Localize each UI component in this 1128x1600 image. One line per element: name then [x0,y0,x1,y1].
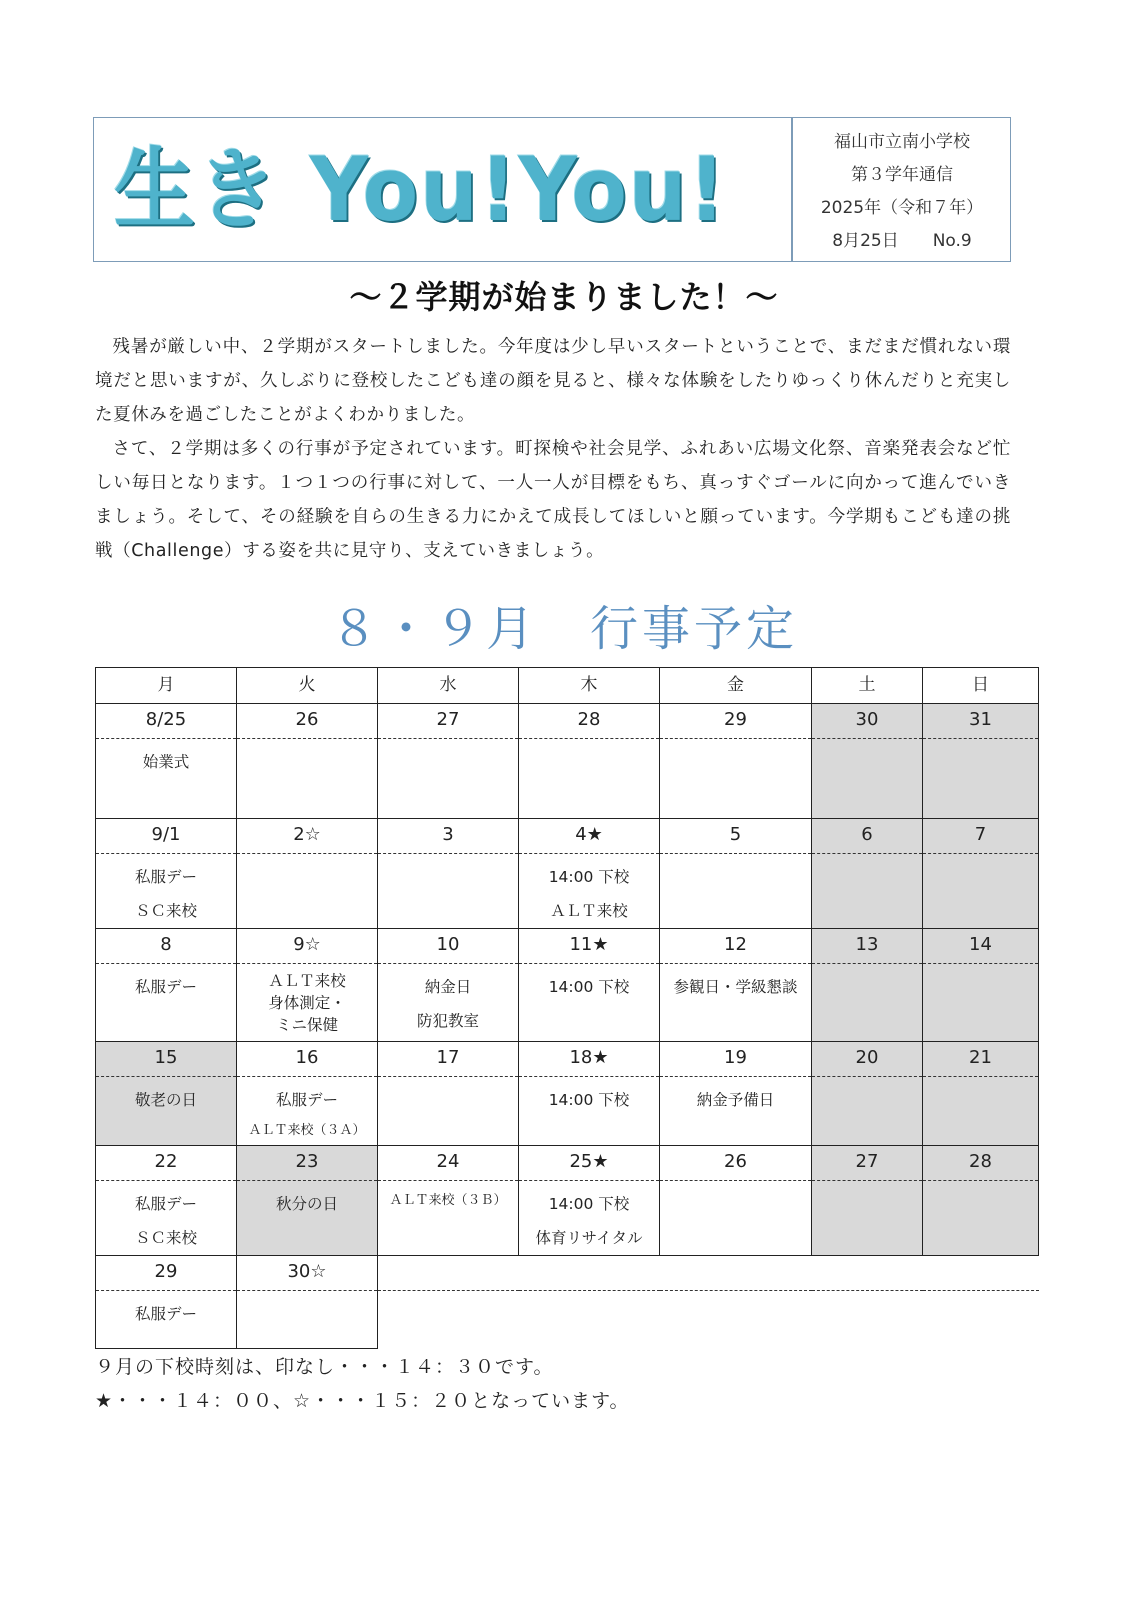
event-item: ミニ保健 [275,1016,338,1034]
day-number: 28 [519,704,660,739]
issue-year: 2025年（令和７年） [820,198,984,218]
weekday-header: 水 [378,668,519,704]
day-events [96,1181,237,1256]
calendar-title: ８・９月 行事予定 [329,601,798,657]
day-events [237,1077,378,1146]
weekday-row [96,668,1039,704]
event-item: 参観日・学級懇談 [673,978,798,996]
empty-cell [519,1256,660,1291]
day-events [237,739,378,819]
day-events [923,1181,1039,1256]
event-calendar [95,667,1039,1349]
day-events [237,964,378,1042]
event-item: 私服デー [134,978,197,996]
newsletter-info [794,126,1010,258]
empty-cell [378,1291,519,1349]
day-number: 9/1 [96,819,237,854]
day-events [519,964,660,1042]
day-events [660,854,812,929]
day-events [378,1077,519,1146]
day-number: 8/25 [96,704,237,739]
dismissal-note: ９月の下校時刻は、印なし・・・１４：３０です。 [95,1356,554,1378]
article-body [95,330,1011,568]
day-number: 27 [812,1146,923,1181]
day-events [378,739,519,819]
day-number: 20 [812,1042,923,1077]
event-item: 14:00 下校 [548,1091,630,1109]
day-number: 9☆ [237,929,378,964]
event-item: 14:00 下校 [548,978,630,996]
day-number: 29 [660,704,812,739]
day-events [96,1077,237,1146]
day-number: 7 [923,819,1039,854]
weekday-header: 金 [660,668,812,704]
day-number: 5 [660,819,812,854]
weekday-header: 木 [519,668,660,704]
date-row [96,1042,1039,1077]
day-events [519,1181,660,1256]
day-events [923,964,1039,1042]
date-row [96,819,1039,854]
day-events [378,1181,519,1256]
date-row [96,929,1039,964]
paragraph: さて、２学期は多くの行事が予定されています。町探検や社会見学、ふれあい広場文化祭、音楽発表会など忙しい毎日となります。１つ１つの行事に対して、一人一人が目標をもち、真っすぐゴールに向かって進んでいきましょう。そして、その経験を自らの生きる力にかえて成長してほしいと願っています。今学期もこども達の挑戦（Challenge）する姿を共に見守り、支えていきましょう。 [95,439,1011,561]
events-row [96,854,1039,929]
day-number: 10 [378,929,519,964]
day-number: 11★ [519,929,660,964]
day-events [237,854,378,929]
day-number: 30☆ [237,1256,378,1291]
empty-cell [923,1256,1039,1291]
event-item: 敬老の日 [134,1091,197,1109]
empty-cell [519,1291,660,1349]
day-number: 14 [923,929,1039,964]
event-item: 私服デー [134,868,197,886]
event-item: 納金予備日 [696,1091,775,1109]
date-row [96,1146,1039,1181]
day-number: 19 [660,1042,812,1077]
event-item: ＳＣ来校 [134,902,197,920]
events-row [96,1291,1039,1349]
day-events [660,739,812,819]
day-events [923,739,1039,819]
day-number: 31 [923,704,1039,739]
day-number: 13 [812,929,923,964]
events-row [96,1077,1039,1146]
day-events [237,1291,378,1349]
events-row [96,739,1039,819]
day-events [812,964,923,1042]
day-number: 6 [812,819,923,854]
article-subtitle: ～２学期が始まりました！～ [349,278,779,316]
day-number: 22 [96,1146,237,1181]
day-events [923,1077,1039,1146]
empty-cell [812,1256,923,1291]
day-number: 18★ [519,1042,660,1077]
day-number: 4★ [519,819,660,854]
event-item: 納金日 [424,978,472,996]
day-number: 3 [378,819,519,854]
day-number: 30 [812,704,923,739]
event-item: ＡＬＴ来校（３Ａ） [248,1123,366,1138]
event-item: 始業式 [142,753,190,771]
day-number: 8 [96,929,237,964]
newsletter-header [93,117,1011,262]
empty-cell [660,1256,812,1291]
day-events [660,1181,812,1256]
weekday-header: 月 [96,668,237,704]
day-events [660,964,812,1042]
newsletter-logo: 生き You!You! [114,138,728,241]
day-events [96,964,237,1042]
day-events [519,1077,660,1146]
event-item: 私服デー [275,1091,338,1109]
day-events [96,739,237,819]
dismissal-note: ★・・・１４：００、☆・・・１５：２０となっています。 [95,1390,630,1412]
event-item: 秋分の日 [275,1195,338,1213]
event-item: ＳＣ来校 [134,1229,197,1247]
event-item: 体育リサイタル [535,1229,643,1247]
issue-date: 8月25日 [832,231,899,251]
day-events [237,1181,378,1256]
empty-cell [812,1291,923,1349]
day-events [660,1077,812,1146]
day-number: 2☆ [237,819,378,854]
day-number: 12 [660,929,812,964]
day-number: 21 [923,1042,1039,1077]
event-item: 防犯教室 [416,1012,479,1030]
day-number: 26 [237,704,378,739]
event-item: 私服デー [134,1195,197,1213]
event-item: 身体測定・ [268,994,346,1012]
event-item: ＡＬＴ来校（３Ｂ） [389,1193,507,1208]
day-events [378,964,519,1042]
day-number: 24 [378,1146,519,1181]
event-item: ＡＬＴ来校 [268,972,346,990]
day-number: 29 [96,1256,237,1291]
day-number: 15 [96,1042,237,1077]
weekday-header: 日 [923,668,1039,704]
school-name: 福山市立南小学校 [834,132,970,152]
day-events [378,854,519,929]
events-row [96,1181,1039,1256]
event-item: 14:00 下校 [548,868,630,886]
weekday-header: 火 [237,668,378,704]
day-events [812,739,923,819]
day-number: 25★ [519,1146,660,1181]
day-events [519,739,660,819]
events-row [96,964,1039,1042]
day-events [812,854,923,929]
header-divider [791,118,793,261]
day-number: 26 [660,1146,812,1181]
day-events [812,1181,923,1256]
day-events [96,1291,237,1349]
weekday-header: 土 [812,668,923,704]
issue-number: No.9 [932,231,972,251]
day-events [812,1077,923,1146]
day-events [519,854,660,929]
day-number: 28 [923,1146,1039,1181]
date-row [96,1256,1039,1291]
paragraph: 残暑が厳しい中、２学期がスタートしました。今年度は少し早いスタートということで、まだまだ慣れない環境だと思いますが、久しぶりに登校したこども達の顔を見ると、様々な体験をしたりゆっくり休んだりと充実した夏休みを過ごしたことがよくわかりました。 [95,337,1011,425]
day-events [96,854,237,929]
date-row [96,704,1039,739]
empty-cell [660,1291,812,1349]
newsletter-name: 第３学年通信 [851,165,953,185]
day-number: 27 [378,704,519,739]
event-item: 私服デー [134,1305,197,1323]
day-number: 16 [237,1042,378,1077]
event-item: ＡＬＴ来校 [550,902,628,920]
day-number: 17 [378,1042,519,1077]
empty-cell [923,1291,1039,1349]
day-number: 23 [237,1146,378,1181]
day-events [923,854,1039,929]
empty-cell [378,1256,519,1291]
event-item: 14:00 下校 [548,1195,630,1213]
